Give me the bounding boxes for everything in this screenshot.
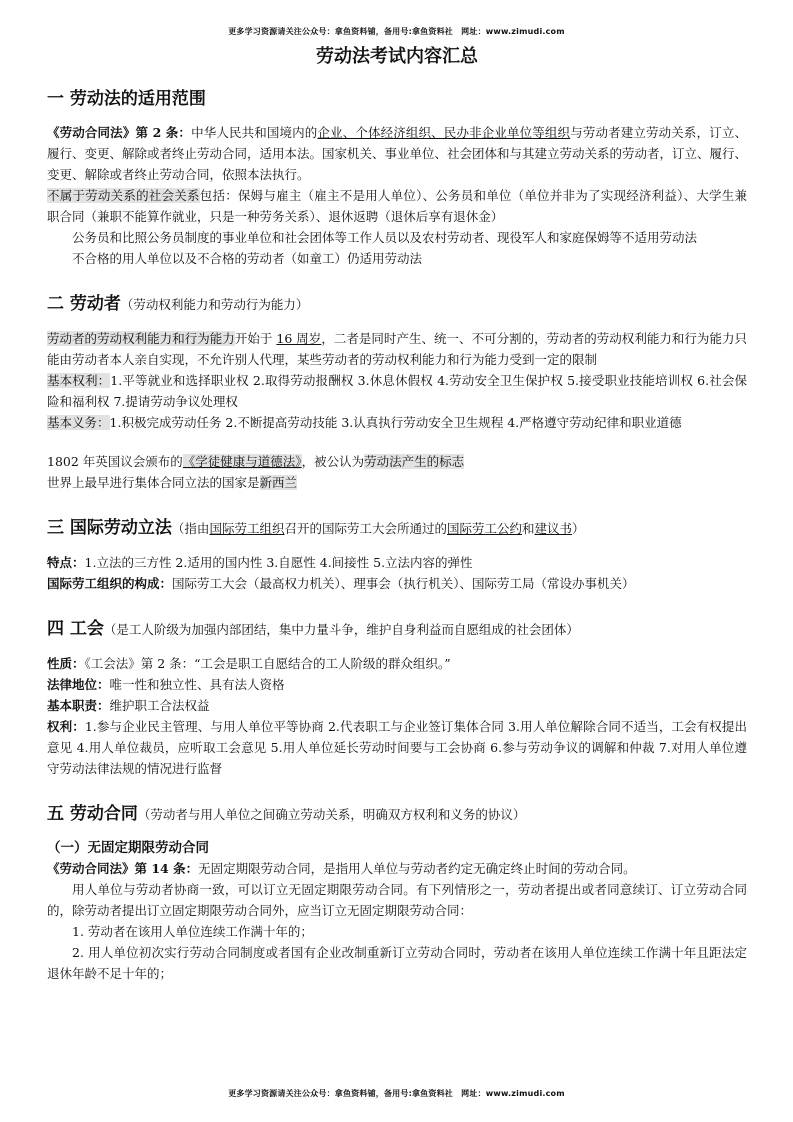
s2-p5-highlight: 新西兰 bbox=[259, 475, 298, 490]
s2-p4-a: 1802 年英国议会颁布的 bbox=[47, 454, 183, 469]
section-5-heading bbox=[47, 801, 747, 828]
s4-duty-text: 维护职工合法权益 bbox=[109, 698, 210, 713]
s1-p1-b: 与劳动者建立劳动关系，订立、履行、变更、解除或者终止劳动合同，适用本法。国家机关、事业单位、社会团体和与其建立劳动关系的劳动者，订立、履行、变更、解除或者终止劳动合同，依照本法执行。 bbox=[47, 125, 748, 182]
s2-p5-a: 世界上最早进行集体合同立法的国家是 bbox=[47, 475, 260, 490]
s2-basic-rights bbox=[47, 370, 747, 412]
s4-nature-text: 《工会法》第 2 条：“工会是职工自愿结合的工人阶级的群众组织。” bbox=[84, 656, 451, 671]
page-header: 更多学习资源请关注公众号：拿鱼资料铺，备用号:拿鱼资料社 网址：www.zimudi.com bbox=[228, 27, 565, 36]
s5-heading-note: （劳动者与用人单位之间确立劳动关系，明确双方权利和义务的协议） bbox=[137, 807, 526, 822]
s3-organization bbox=[47, 573, 747, 594]
s3-note-a: （指由 bbox=[171, 521, 210, 536]
s3-org-lead: 国际劳工组织的构成： bbox=[47, 576, 173, 591]
document-body bbox=[47, 44, 747, 984]
s5-heading-text: 五 劳动合同 bbox=[47, 804, 138, 824]
s4-rights-lead: 权利： bbox=[47, 719, 85, 734]
s2-p1-underline: 16 周岁 bbox=[276, 331, 322, 346]
s1-p2-rest: 包括：保姆与雇主（雇主不是用人单位）、公务员和单位（单位并非为了实现经济利益）、大学生兼职合同（兼职不能算作就业，只是一种劳务关系）、退休返聘（退休后享有退休金） bbox=[47, 188, 747, 224]
s5-list-item-2: 2. 用人单位初次实行劳动合同制度或者国有企业改制重新订立劳动合同时，劳动者在该用人单位连续工作满十年且距法定退休年龄不足十年的； bbox=[47, 945, 747, 981]
s1-paragraph-2 bbox=[47, 185, 747, 227]
section-3-heading bbox=[47, 515, 747, 542]
s4-status bbox=[47, 674, 747, 695]
s2-p4-b: ，被公认为 bbox=[301, 454, 365, 469]
s1-p2-highlight: 不属于劳动关系的社会关系 bbox=[47, 188, 200, 203]
s5-paragraph-2: 用人单位与劳动者协商一致，可以订立无固定期限劳动合同。有下列情形之一，劳动者提出或者同意续订、订立劳动合同的，除劳动者提出订立固定期限劳动合同外，应当订立无固定期限劳动合同： bbox=[47, 882, 747, 918]
s4-duty bbox=[47, 695, 747, 716]
s4-status-lead: 法律地位： bbox=[47, 677, 110, 692]
s4-nature bbox=[47, 653, 747, 674]
s1-paragraph-4: 不合格的用人单位以及不合格的劳动者（如童工）仍适用劳动法 bbox=[72, 251, 423, 266]
s2-p4-underline: 《学徒健康与道德法》 bbox=[182, 454, 302, 469]
s3-heading-note bbox=[172, 521, 585, 536]
s2-duties-label: 基本义务： bbox=[47, 415, 110, 430]
s3-note-u2: 国际劳工公约 bbox=[446, 521, 522, 536]
s3-org-text: 国际劳工大会（最高权力机关）、理事会（执行机关）、国际劳工局（常设办事机关） bbox=[172, 576, 635, 591]
s2-rights-text: 1.平等就业和选择职业权 2.取得劳动报酬权 3.休息休假权 4.劳动安全卫生保护权 5.接受职业技能培训权 6.社会保险和福利权 7.提请劳动争议处理权 bbox=[47, 373, 747, 409]
s5-p1-lead: 《劳动合同法》第 14 条： bbox=[47, 861, 199, 876]
s2-heading-text: 二 劳动者 bbox=[47, 294, 121, 314]
page-footer: 更多学习资源请关注公众号：拿鱼资料铺，备用号:拿鱼资料社 网址：www.zimudi.com bbox=[228, 1089, 565, 1098]
s3-features-lead: 特点： bbox=[47, 555, 85, 570]
s5-subheading-1: （一）无固定期限劳动合同 bbox=[47, 840, 209, 856]
s5-p1-text: 无固定期限劳动合同，是指用人单位与劳动者约定无确定终止时间的劳动合同。 bbox=[198, 861, 636, 876]
s4-rights-text: 1.参与企业民主管理、与用人单位平等协商 2.代表职工与企业签订集体合同 3.用人单位解除合同不适当，工会有权提出意见 4.用人单位裁员，应听取工会意见 5.用人单位延长劳动时间要与工会协商 6.参与劳动争议的调解和仲裁 7.对用人单位遵守劳动法律法规的情况进行监督 bbox=[47, 719, 747, 776]
s5-paragraph-1 bbox=[47, 858, 747, 879]
s2-paragraph-5 bbox=[47, 472, 747, 493]
s3-note-c: 和 bbox=[521, 521, 535, 536]
section-2-heading bbox=[47, 291, 747, 318]
s4-duty-lead: 基本职责： bbox=[47, 698, 110, 713]
s4-status-text: 唯一性和独立性、具有法人资格 bbox=[109, 677, 285, 692]
section-4-heading bbox=[47, 616, 747, 643]
s2-basic-duties bbox=[47, 412, 747, 433]
s1-paragraph-1 bbox=[47, 122, 747, 185]
s5-list-item-1: 1. 劳动者在该用人单位连续工作满十年的； bbox=[72, 924, 313, 939]
s2-heading-note: （劳动权利能力和劳动行为能力） bbox=[120, 297, 309, 312]
s2-p1-b: ，二者是同时产生、统一、不可分割的，劳动者的劳动权利能力和行为能力只能由劳动者本人亲自实现，不允许别人代理，某些劳动者的劳动权利能力和行为能力受到一定的限制 bbox=[47, 331, 747, 367]
s2-p4-highlight: 劳动法产生的标志 bbox=[364, 454, 465, 469]
s2-paragraph-4 bbox=[47, 451, 747, 472]
s4-nature-lead: 性质： bbox=[47, 656, 85, 671]
s2-rights-label: 基本权利： bbox=[47, 373, 111, 388]
s3-note-u3: 建议书 bbox=[534, 521, 573, 536]
section-1-heading: 一 劳动法的适用范围 bbox=[47, 89, 206, 109]
s1-paragraph-3: 公务员和比照公务员制度的事业单位和社会团体等工作人员以及农村劳动者、现役军人和家庭保姆等不适用劳动法 bbox=[72, 230, 698, 245]
s3-note-u1: 国际劳工组织 bbox=[209, 521, 285, 536]
s2-paragraph-1 bbox=[47, 328, 747, 370]
s1-p1-lead: 《劳动合同法》第 2 条： bbox=[47, 125, 192, 140]
document-title: 劳动法考试内容汇总 bbox=[316, 46, 478, 67]
s3-note-d: ） bbox=[572, 521, 585, 536]
s4-heading-note: （是工人阶级为加强内部团结，集中力量斗争，维护自身利益而自愿组成的社会团体） bbox=[103, 622, 579, 637]
s4-heading-text: 四 工会 bbox=[47, 619, 104, 639]
s1-p1-underline: 企业、个体经济组织、民办非企业单位等组织 bbox=[317, 125, 571, 140]
s3-heading-text: 三 国际劳动立法 bbox=[47, 518, 172, 538]
s3-note-b: 召开的国际劳工大会所通过的 bbox=[284, 521, 447, 536]
s4-rights bbox=[47, 716, 747, 779]
s1-p1-a: 中华人民共和国境内的 bbox=[191, 125, 318, 140]
s2-p1-highlight: 劳动者的劳动权利能力和行为能力 bbox=[47, 331, 235, 346]
s2-p1-a: 开始于 bbox=[234, 331, 277, 346]
s2-duties-text: 1.积极完成劳动任务 2.不断提高劳动技能 3.认真执行劳动安全卫生规程 4.严格遵守劳动纪律和职业道德 bbox=[109, 415, 682, 430]
s3-features bbox=[47, 552, 747, 573]
s3-features-text: 1.立法的三方性 2.适用的国内性 3.自愿性 4.间接性 5.立法内容的弹性 bbox=[84, 555, 473, 570]
